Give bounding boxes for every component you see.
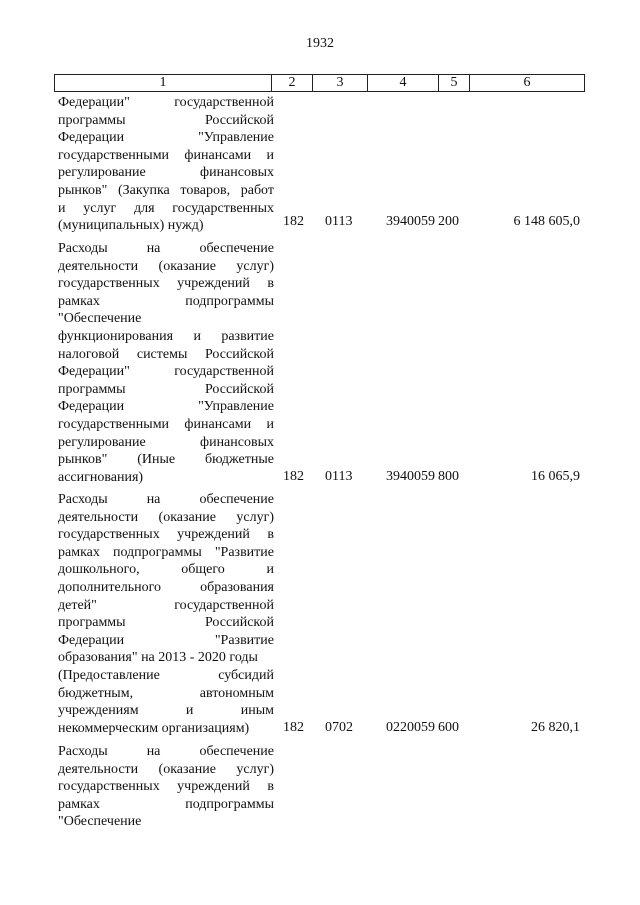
description-line: Федерации "Управление [58, 399, 274, 415]
description-line: рынков" (Закупка товаров, работ [58, 182, 274, 198]
page-number: 1932 [306, 36, 334, 51]
section-code: 0702 [325, 720, 353, 735]
description-line: рамках подпрограммы [58, 796, 274, 812]
target-code: 3940059 [386, 214, 435, 229]
row-description [58, 94, 274, 235]
section-code: 0113 [325, 214, 353, 229]
description-line: Расходы на обеспечение [58, 241, 274, 256]
target-code: 0220059 [386, 720, 435, 735]
expense-type-code: 200 [438, 214, 459, 229]
column-header-1: 1 [55, 75, 272, 92]
admin-code: 182 [283, 469, 304, 484]
description-line: Федерации "Развитие [58, 632, 274, 648]
description-line: деятельности (оказание услуг) [58, 258, 274, 274]
description-line: учреждениям и иным [58, 703, 274, 719]
row-description [58, 491, 274, 737]
description-line: и услуг для государственных [58, 200, 274, 216]
description-line: (муниципальных) нужд) [58, 218, 204, 234]
amount: 6 148 605,0 [513, 214, 580, 229]
amount: 26 820,1 [531, 720, 580, 735]
admin-code: 182 [283, 720, 304, 735]
description-line: Расходы на обеспечение [58, 744, 274, 759]
column-header-table [54, 74, 585, 92]
description-line: рамках подпрограммы [58, 293, 274, 309]
column-header-4: 4 [368, 75, 439, 92]
description-line: (Предоставление субсидий [58, 667, 274, 683]
expense-type-code: 800 [438, 469, 459, 484]
description-line: функционирования и развитие [58, 328, 274, 344]
description-line: государственными финансами и [58, 416, 274, 432]
description-line: дошкольного, общего и [58, 562, 274, 578]
description-line: образования" на 2013 - 2020 годы [58, 650, 258, 666]
description-line: государственных учреждений в [58, 276, 274, 292]
description-line: детей" государственной [58, 597, 274, 613]
admin-code: 182 [283, 214, 304, 229]
description-line: государственных учреждений в [58, 527, 274, 543]
description-line: государственных учреждений в [58, 779, 274, 795]
section-code: 0113 [325, 469, 353, 484]
description-line: дополнительного образования [58, 579, 274, 595]
description-line: рамках подпрограммы "Развитие [58, 544, 274, 560]
description-line: "Обеспечение [58, 814, 142, 830]
column-header-5: 5 [439, 75, 470, 92]
description-line: бюджетным, автономным [58, 685, 274, 701]
column-header-3: 3 [313, 75, 368, 92]
description-line: Федерации" государственной [58, 364, 274, 380]
description-line: налоговой системы Российской [58, 346, 274, 362]
description-line: ассигнования) [58, 469, 144, 485]
description-line: Расходы на обеспечение [58, 492, 274, 507]
description-line: программы Российской [58, 615, 274, 631]
column-header-2: 2 [272, 75, 313, 92]
description-line: программы Российской [58, 112, 274, 128]
column-header-6: 6 [470, 75, 585, 92]
description-line: деятельности (оказание услуг) [58, 509, 274, 525]
description-line: регулирование финансовых [58, 434, 274, 450]
description-line: деятельности (оказание услуг) [58, 761, 274, 777]
amount: 16 065,9 [531, 469, 580, 484]
column-header-row [55, 75, 585, 92]
target-code: 3940059 [386, 469, 435, 484]
description-line: некоммерческим организациям) [58, 720, 250, 736]
row-description [58, 240, 274, 486]
expense-type-code: 600 [438, 720, 459, 735]
description-line: государственными финансами и [58, 147, 274, 163]
description-line: рынков" (Иные бюджетные [58, 452, 274, 468]
row-description [58, 743, 274, 831]
description-line: Федерации" государственной [58, 95, 274, 110]
description-line: программы Российской [58, 381, 274, 397]
description-line: регулирование финансовых [58, 165, 274, 181]
description-line: Федерации "Управление [58, 130, 274, 146]
description-line: "Обеспечение [58, 311, 142, 327]
